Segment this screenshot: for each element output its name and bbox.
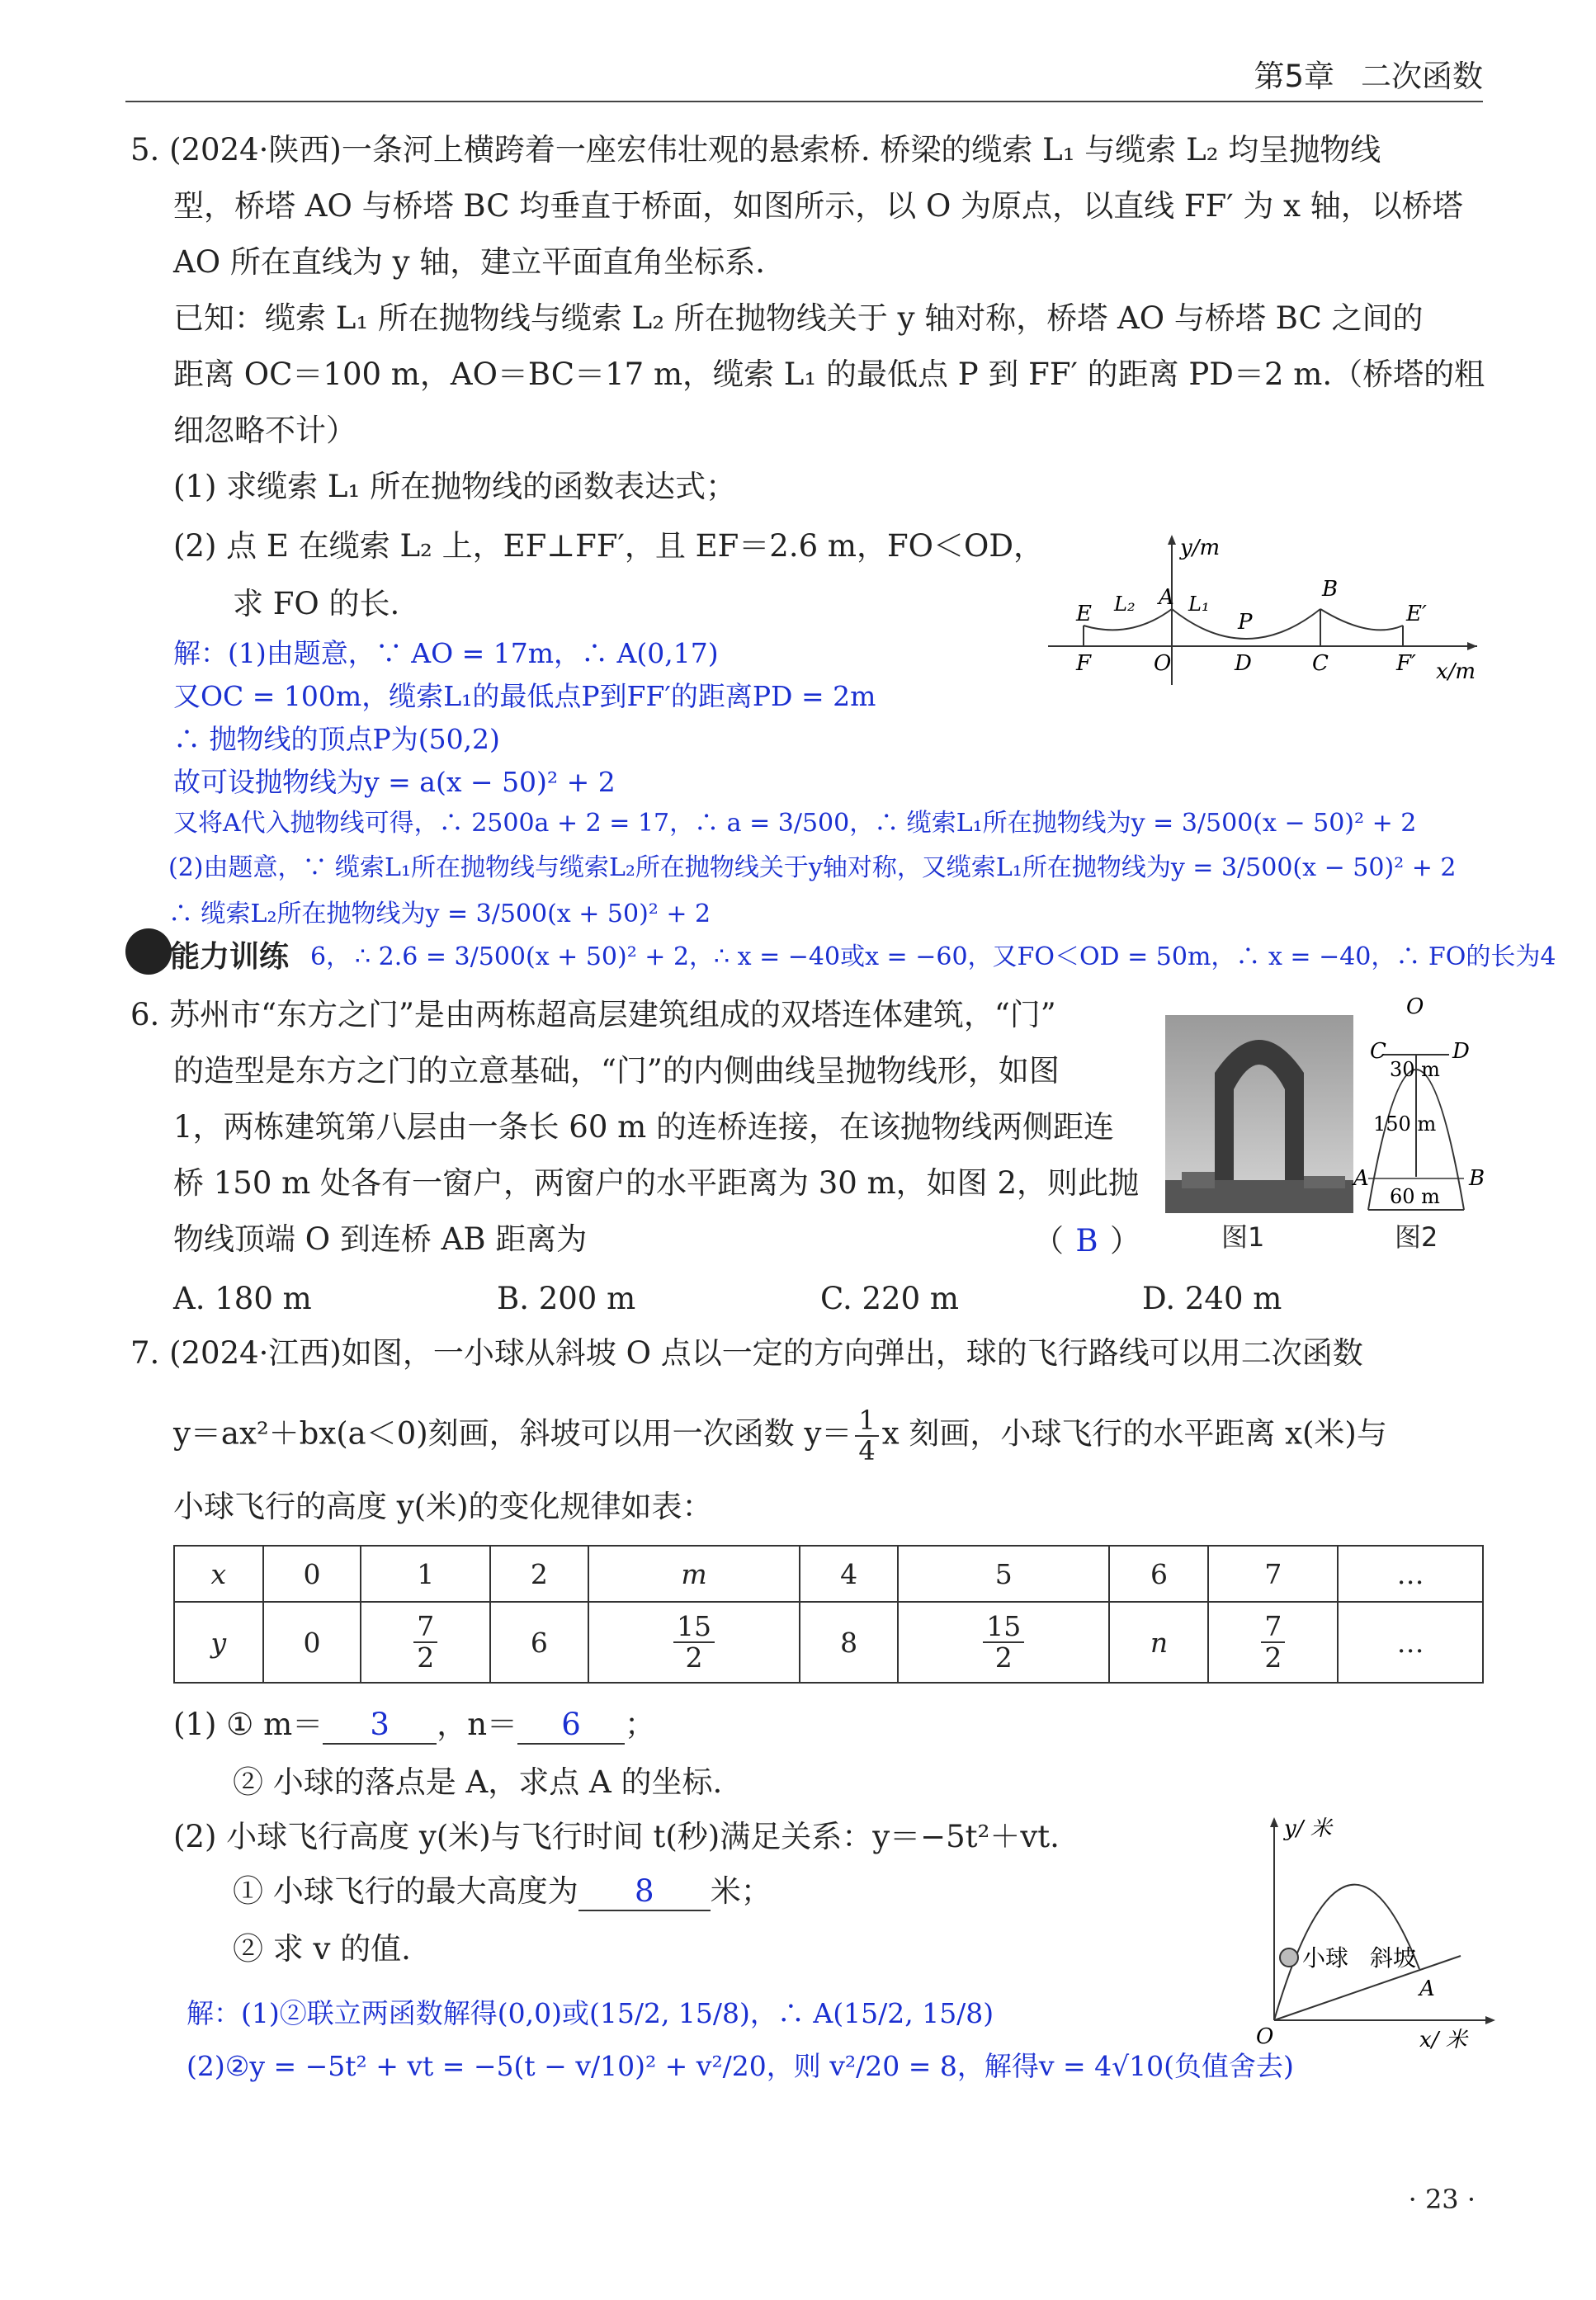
- q7-line-2: [173, 1406, 1387, 1466]
- fraction-numerator: 15: [673, 1612, 715, 1643]
- q7-line-2-end: x 刻画，小球飞行的水平距离 x(米)与: [881, 1415, 1387, 1452]
- table-row-y: [174, 1602, 1483, 1683]
- q7-part-2-2: ② 求 v 的值.: [233, 1931, 411, 1967]
- point-f-label: F: [1076, 651, 1092, 676]
- fig2-point-b-label: B: [1469, 1166, 1485, 1191]
- projectile-figure: [1254, 1811, 1502, 2058]
- q7-part-1-2: ② 小球的落点是 A，求点 A 的坐标.: [233, 1764, 723, 1800]
- q7-line-2-start: y＝ax²＋bx(a＜0)刻画，斜坡可以用一次函数 y＝: [173, 1415, 852, 1452]
- table-cell: 0: [263, 1602, 361, 1683]
- chapter-title: 二次函数: [1361, 59, 1483, 94]
- table-fraction: [673, 1609, 715, 1674]
- point-f-prime-label: F′: [1396, 651, 1416, 676]
- table-cell: 7: [1208, 1546, 1338, 1602]
- q5-solution-line-8: ∴ 2.6 = 3/500(x + 50)² + 2，∴ x = −40或x = −60，又FO＜OD = 50m，∴ x = −40，∴ FO的长为4: [355, 942, 1556, 971]
- q5-solution-line-4: 故可设抛物线为y = a(x − 50)² + 2: [173, 766, 616, 798]
- table-fraction: [1261, 1609, 1285, 1674]
- table-cell: 6: [490, 1602, 588, 1683]
- q7-x-axis-label: x/ 米: [1419, 2028, 1467, 2052]
- east-gate-photo: [1165, 1015, 1353, 1213]
- table-row-x: [174, 1546, 1483, 1602]
- table-cell: 5: [898, 1546, 1109, 1602]
- q5-solution-line-2: 又OC = 100m，缆索L₁的最低点P到FF′的距离PD = 2m: [173, 680, 876, 712]
- fig2-caption: 图2: [1395, 1221, 1438, 1253]
- table-cell: 4: [800, 1546, 898, 1602]
- q6-option-a: A. 180 m: [173, 1281, 312, 1316]
- q7-part-1-end: ；: [625, 1707, 656, 1742]
- table-cell: …: [1338, 1602, 1483, 1683]
- table-cell: [588, 1602, 800, 1683]
- q7-slope-label: 斜坡: [1370, 1944, 1417, 1972]
- q7-slope-numerator: 1: [855, 1406, 878, 1437]
- q7-max-height-answer: 8: [578, 1873, 711, 1911]
- q5-line-6: 细忽略不计）: [173, 413, 357, 448]
- q7-ball-label: 小球: [1302, 1944, 1349, 1972]
- q5-solution-line-5: 又将A代入抛物线可得，∴ 2500a + 2 = 17，∴ a = 3/500，∴ 缆索L₁所在抛物线为y = 3/500(x − 50)² + 2: [173, 809, 1417, 838]
- q6-answer-bracket: [1033, 1223, 1140, 1259]
- q7-y-axis-label: y/ 米: [1284, 1816, 1332, 1841]
- table-fraction: [413, 1609, 437, 1674]
- q6-line-1: 6. 苏州市“东方之门”是由两栋超高层建筑组成的双塔连体建筑，“门”: [130, 997, 1056, 1032]
- header-rule: [125, 101, 1483, 102]
- table-cell: …: [1338, 1546, 1483, 1602]
- table-cell: 1: [361, 1546, 490, 1602]
- q7-max-height-unit: 米；: [710, 1873, 772, 1909]
- q6-answer: B: [1075, 1223, 1098, 1259]
- cable-l2-label: L₂: [1114, 593, 1136, 616]
- fraction-numerator: 7: [1261, 1612, 1285, 1643]
- q7-part-2-1: [233, 1873, 772, 1911]
- y-axis-label: y/m: [1180, 536, 1221, 560]
- q7-part-1-1: [173, 1707, 655, 1745]
- table-cell: y: [174, 1602, 263, 1683]
- q5-line-1: 5. (2024·陕西)一条河上横跨着一座宏伟壮观的悬索桥. 桥梁的缆索 L₁ 与缆索 L₂ 均呈抛物线: [130, 132, 1381, 168]
- section-badge-icon: [125, 928, 172, 975]
- q7-origin-label: O: [1256, 2024, 1274, 2049]
- q6-line-3: 1，两栋建筑第八层由一条长 60 m 的连桥连接，在该抛物线两侧距连: [173, 1109, 1114, 1145]
- point-e-label: E: [1076, 602, 1092, 626]
- q6-option-c: C. 220 m: [820, 1281, 959, 1316]
- table-cell: 8: [800, 1602, 898, 1683]
- fraction-denominator: 2: [417, 1641, 435, 1674]
- table-cell: [1208, 1602, 1338, 1683]
- fraction-numerator: 7: [413, 1612, 437, 1643]
- point-c-label: C: [1312, 651, 1329, 676]
- q5-line-4: 已知：缆索 L₁ 所在抛物线与缆索 L₂ 所在抛物线关于 y 轴对称，桥塔 AO 与桥塔 BC 之间的: [173, 300, 1424, 336]
- fig2-point-c-label: C: [1370, 1039, 1386, 1064]
- section-title: 能力训练: [170, 940, 290, 974]
- q6-option-b: B. 200 m: [497, 1281, 636, 1316]
- table-fraction: [983, 1609, 1024, 1674]
- q5-part-2: (2) 点 E 在缆索 L₂ 上，EF⊥FF′，且 EF＝2.6 m，FO＜OD，: [173, 528, 1044, 564]
- fig1-caption: 图1: [1221, 1221, 1265, 1253]
- fraction-numerator: 15: [983, 1612, 1024, 1643]
- q7-n-answer: 6: [517, 1707, 625, 1745]
- bridge-figure: [1040, 528, 1485, 693]
- cable-l1-label: L₁: [1188, 593, 1210, 616]
- fraction-denominator: 2: [1264, 1641, 1282, 1674]
- point-d-label: D: [1235, 651, 1252, 676]
- q6-line-5: 物线顶端 O 到连桥 AB 距离为: [173, 1221, 588, 1257]
- q7-solution-line-1: 解：(1)②联立两函数解得(0,0)或(15/2, 15/8)，∴ A(15/2, 15/8): [187, 1997, 994, 2029]
- q7-part-2: (2) 小球飞行高度 y(米)与飞行时间 t(秒)满足关系：y＝−5t²＋vt.: [173, 1819, 1060, 1854]
- page-number: · 23 ·: [1408, 2184, 1476, 2215]
- q6-paren-open: （: [1033, 1223, 1064, 1259]
- point-b-label: B: [1322, 577, 1339, 602]
- fig2-vertex-label: O: [1406, 994, 1424, 1019]
- fig2-point-d-label: D: [1452, 1039, 1470, 1064]
- q7-solution-line-2: (2)②y = −5t² + vt = −5(t − v/10)² + v²/20，则 v²/20 = 8，解得v = 4√10(负值舍去): [187, 2050, 1294, 2082]
- q5-solution-prefix: 6，: [310, 942, 352, 971]
- q5-part-1: (1) 求缆索 L₁ 所在抛物线的函数表达式；: [173, 469, 737, 504]
- q5-solution-line-1: 解：(1)由题意，∵ AO = 17m，∴ A(0,17): [173, 637, 719, 669]
- fig2-top-width: 30 m: [1390, 1058, 1440, 1081]
- q5-part-2-cont: 求 FO 的长.: [233, 586, 400, 621]
- q6-paren-close: ）: [1110, 1223, 1140, 1259]
- q7-slope-fraction: [855, 1406, 878, 1466]
- chapter-label: 第5章: [1254, 59, 1334, 94]
- point-e-prime-label: E′: [1406, 602, 1427, 626]
- q7-n-prefix: ，n＝: [437, 1707, 518, 1742]
- table-cell: 6: [1109, 1546, 1208, 1602]
- q7-slope-denominator: 4: [858, 1435, 876, 1467]
- q6-option-d: D. 240 m: [1142, 1281, 1282, 1316]
- point-a-label: A: [1159, 585, 1174, 610]
- point-p-label: P: [1238, 610, 1253, 635]
- origin-label: O: [1154, 651, 1172, 676]
- q7-max-height-prefix: ① 小球飞行的最大高度为: [233, 1873, 578, 1909]
- table-cell: 0: [263, 1546, 361, 1602]
- x-axis-label: x/m: [1436, 659, 1476, 684]
- q6-line-2: 的造型是东方之门的立意基础，“门”的内侧曲线呈抛物线形，如图: [173, 1053, 1060, 1089]
- q5-solution-line-3: ∴ 抛物线的顶点P为(50,2): [173, 723, 500, 755]
- table-cell: [898, 1602, 1109, 1683]
- arch-diagram: [1337, 987, 1502, 1226]
- fraction-denominator: 2: [685, 1641, 703, 1674]
- q7-line-1: 7. (2024·江西)如图，一小球从斜坡 O 点以一定的方向弹出，球的飞行路线可以用二次函数: [130, 1335, 1363, 1371]
- page-header: [1227, 51, 1483, 96]
- q7-data-table: [173, 1545, 1484, 1684]
- q7-line-3: 小球飞行的高度 y(米)的变化规律如表：: [173, 1489, 713, 1524]
- table-cell: n: [1109, 1602, 1208, 1683]
- q5-line-2: 型，桥塔 AO 与桥塔 BC 均垂直于桥面，如图所示，以 O 为原点，以直线 FF′ 为 x 轴，以桥塔: [173, 188, 1463, 224]
- q6-line-4: 桥 150 m 处各有一窗户，两窗户的水平距离为 30 m，如图 2，则此抛: [173, 1165, 1139, 1201]
- q5-solution-line-7: ∴ 缆索L₂所在抛物线为y = 3/500(x + 50)² + 2: [168, 900, 711, 928]
- table-cell: 2: [490, 1546, 588, 1602]
- fig2-bottom-width: 60 m: [1390, 1185, 1440, 1208]
- q7-point-a-label: A: [1419, 1976, 1435, 2001]
- q5-line-3: AO 所在直线为 y 轴，建立平面直角坐标系.: [173, 244, 766, 280]
- fraction-denominator: 2: [994, 1641, 1013, 1674]
- table-cell: [361, 1602, 490, 1683]
- fig2-height-label: 150 m: [1373, 1112, 1437, 1136]
- q7-m-answer: 3: [323, 1707, 437, 1745]
- fig2-point-a-label: A: [1353, 1166, 1369, 1191]
- q7-m-prefix: (1) ① m＝: [173, 1707, 323, 1742]
- table-cell: x: [174, 1546, 263, 1602]
- table-cell: m: [588, 1546, 800, 1602]
- q5-solution-line-6: (2)由题意，∵ 缆索L₁所在抛物线与缆索L₂所在抛物线关于y轴对称，又缆索L₁所在抛物线为y = 3/500(x − 50)² + 2: [168, 853, 1457, 882]
- q5-line-5: 距离 OC＝100 m，AO＝BC＝17 m，缆索 L₁ 的最低点 P 到 FF′ 的距离 PD＝2 m.（桥塔的粗: [173, 357, 1485, 392]
